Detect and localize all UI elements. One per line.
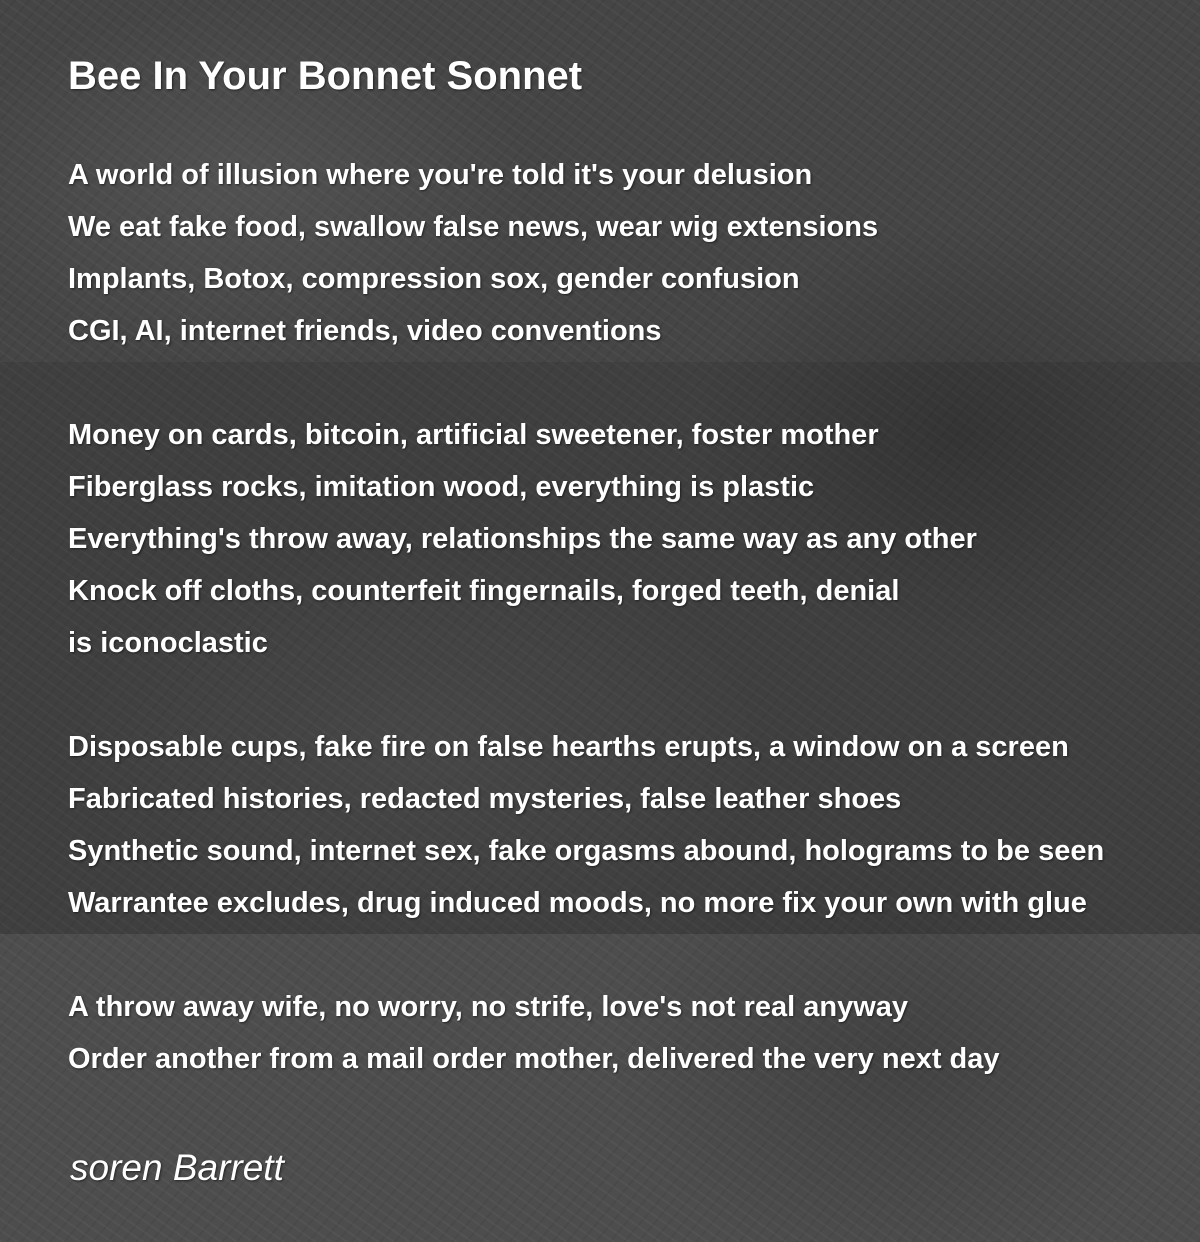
poem-line: Order another from a mail order mother, delivered the very next day — [68, 1043, 1000, 1075]
poem-line: A throw away wife, no worry, no strife, love's not real anyway — [68, 991, 909, 1023]
poem-line: A world of illusion where you're told it's your delusion — [68, 159, 813, 191]
poem-line: Warrantee excludes, drug induced moods, no more fix your own with glue — [68, 887, 1087, 919]
poem-line: Knock off cloths, counterfeit fingernails, forged teeth, denial — [68, 575, 900, 607]
stanza-1 — [68, 149, 878, 357]
poem-line: Fabricated histories, redacted mysteries, false leather shoes — [68, 783, 902, 815]
poem-line: Everything's throw away, relationships the same way as any other — [68, 523, 977, 555]
poem-title: Bee In Your Bonnet Sonnet — [68, 54, 583, 98]
stanza-4 — [68, 981, 1000, 1085]
poem-line: Disposable cups, fake fire on false hearths erupts, a window on a screen — [68, 731, 1069, 763]
poem-line: CGI, AI, internet friends, video conventions — [68, 315, 662, 347]
stanza-3 — [68, 721, 1104, 929]
poem-line: is iconoclastic — [68, 627, 268, 659]
poem-line: Implants, Botox, compression sox, gender confusion — [68, 263, 800, 295]
stanza-2 — [68, 409, 977, 669]
poem-line: We eat fake food, swallow false news, wear wig extensions — [68, 211, 879, 243]
poem-line: Fiberglass rocks, imitation wood, everything is plastic — [68, 471, 815, 503]
poem-line: Synthetic sound, internet sex, fake orgasms abound, holograms to be seen — [68, 835, 1105, 867]
poem-author: soren Barrett — [70, 1147, 284, 1188]
poem-line: Money on cards, bitcoin, artificial sweetener, foster mother — [68, 419, 879, 451]
